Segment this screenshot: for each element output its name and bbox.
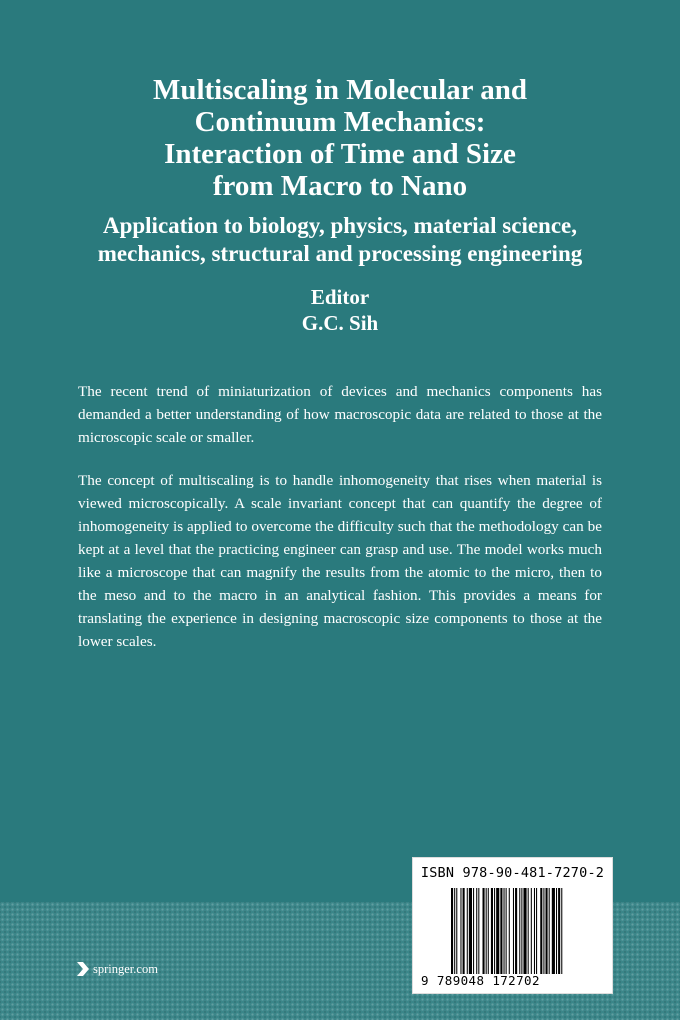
book-subtitle-line: Application to biology, physics, material science, <box>102 213 578 238</box>
barcode-bar <box>528 888 529 974</box>
barcode-bar <box>543 888 544 974</box>
barcode-bar <box>451 888 453 974</box>
barcode-bar <box>556 888 557 974</box>
barcode-bar <box>491 888 493 974</box>
editor-label: Editor <box>310 285 370 309</box>
barcode-bar <box>469 888 472 974</box>
book-title <box>0 74 680 202</box>
title-block <box>0 74 680 336</box>
book-title-line: from Macro to Nano <box>212 170 468 202</box>
barcode-bar <box>478 888 479 974</box>
barcode-bar <box>463 888 465 974</box>
publisher-url[interactable]: springer.com <box>93 961 158 976</box>
book-title-line: Interaction of Time and Size <box>164 138 516 170</box>
barcode-bar <box>494 888 495 974</box>
barcode-bar <box>476 888 477 974</box>
barcode-bar <box>549 888 550 974</box>
barcode-bar <box>534 888 535 974</box>
barcode-bar <box>523 888 526 974</box>
barcode-bar <box>456 888 457 974</box>
publisher-link[interactable] <box>76 959 158 979</box>
barcode-bar <box>536 888 537 974</box>
barcode-bar <box>506 888 507 974</box>
book-title-line: Continuum Mechanics: <box>194 106 486 138</box>
barcode-number: 9 789048 172702 <box>421 973 540 988</box>
description <box>78 380 602 673</box>
barcode-bar <box>561 888 562 974</box>
book-subtitle <box>0 212 680 268</box>
barcode-bar <box>521 888 522 974</box>
barcode-bar <box>467 888 468 974</box>
book-subtitle-line: mechanics, structural and processing engineering <box>97 241 583 266</box>
barcode-bar <box>500 888 502 974</box>
barcode-bar <box>515 888 517 974</box>
book-title-line: Multiscaling in Molecular and <box>152 74 528 106</box>
barcode-bar <box>483 888 485 974</box>
isbn-barcode <box>412 857 613 994</box>
barcode-bar <box>488 888 489 974</box>
barcode-bar <box>519 888 520 974</box>
barcode-bar <box>558 888 560 974</box>
isbn-label: ISBN 978-90-481-7270-2 <box>420 865 605 881</box>
barcode-bar <box>496 888 499 974</box>
barcode-bar <box>546 888 548 974</box>
editor-name: G.C. Sih <box>301 311 379 335</box>
barcode-bar <box>513 888 514 974</box>
barcode-bar <box>473 888 474 974</box>
barcode-bars <box>451 888 603 974</box>
chevron-right-icon <box>76 961 90 977</box>
description-paragraph: The recent trend of miniaturization of devices and mechanics components has demanded a better understanding of how macroscopic data are related to those at the microscopic scale or smaller. <box>78 383 602 446</box>
barcode-bar <box>540 888 542 974</box>
barcode-bar <box>486 888 487 974</box>
barcode-bar <box>460 888 461 974</box>
barcode-bar <box>454 888 455 974</box>
barcode-bar <box>552 888 555 974</box>
barcode-bar <box>504 888 505 974</box>
barcode-bar <box>509 888 510 974</box>
description-paragraph: The concept of multiscaling is to handle inhomogeneity that rises when material is viewed microscopically. A scale invariant concept that can quantify the degree of inhomogeneity is applied to overcome the difficulty such that the methodology can be kept at a level that the practicing engineer can grasp and use. The model works much like a microscope that can magnify the results from the atomic to the micro, then to the meso and to the macro in an analytical fashion. This provides a means for translating the experience in designing macroscopic size components to those at the lower scales. <box>78 472 602 650</box>
barcode-bar <box>531 888 532 974</box>
